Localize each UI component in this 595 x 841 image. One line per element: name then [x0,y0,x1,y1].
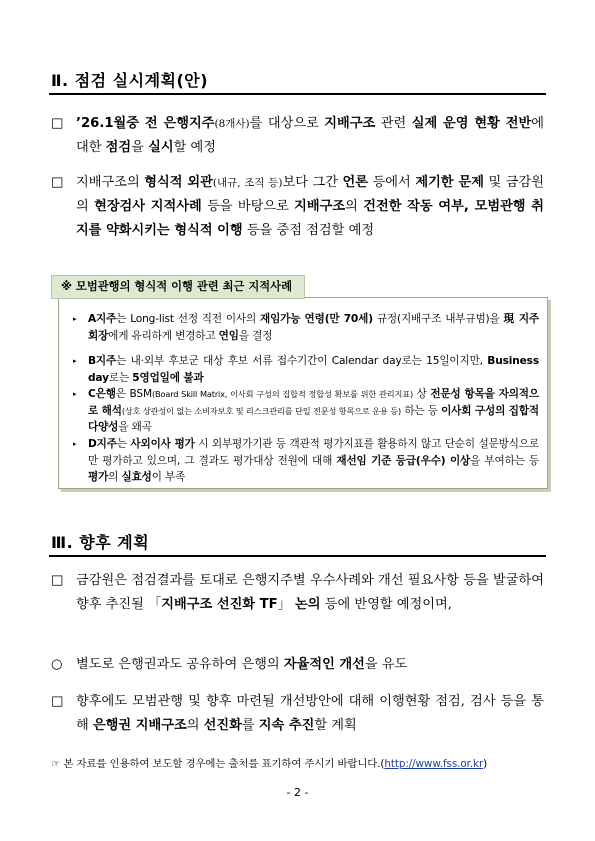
citation-text: 본 자료를 인용하여 보도할 경우에는 출처를 표기하여 주시기 바랍니다.( [63,758,385,770]
emphasis-text: A지주 [88,313,117,325]
bullet-fss-results [51,569,544,617]
emphasis-text: 지배구조 선진화 TF [161,597,278,612]
section-title-inspection-plan: Ⅱ. 점검 실시계획(안) [51,71,209,90]
fss-website-link[interactable]: http://www.fss.or.kr [384,758,484,770]
emphasis-text: 제기한 문제 [415,175,484,190]
text-run: 은 BSM [115,388,152,400]
emphasis-text: 現 지주회장 [88,313,539,342]
case-text [88,436,539,486]
text-run: 향후에도 모범관행 및 향후 마련될 개선방안에 대해 이행현황 점검, 검사 등을 통해 [76,694,544,733]
bullet-continued-promotion [51,690,544,738]
case-text [88,311,539,344]
text-run: 관련 [375,116,412,131]
checkbox-bullet-icon: □ [51,573,64,588]
emphasis-text: 연임 [218,329,239,342]
checkbox-bullet-icon: □ [51,694,64,709]
text-run: 및 금감원의 [76,175,545,214]
text-run: 을 왜곡 [118,421,152,433]
case-text [88,353,539,386]
text-run: 에게 유리하게 변경하고 [108,329,219,342]
emphasis-text: 형식적 외관 [144,175,213,190]
emphasis-text: 점검 [105,140,132,155]
text-run: (상호 상관성이 없는 소비자보호 및 리스크관리를 단일 전문성 항목으로 운용 등) [121,405,402,416]
emphasis-text: 재임가능 연령(만 70세) [260,313,373,325]
emphasis-text: 언론 [342,175,369,190]
emphasis-text: C은행 [88,388,116,400]
emphasis-text: ’26.1월중 전 은행지주 [76,116,215,131]
emphasis-text: 지배구조 [324,116,376,131]
emphasis-text: 재선임 기준 등급(우수) 이상 [336,454,471,467]
text-run: 할 예정 [173,140,216,155]
emphasis-text: 5영업일에 불과 [132,371,204,384]
checkbox-bullet-icon: □ [51,116,64,131]
text-run: 의 [345,199,364,214]
case-text [88,386,539,436]
emphasis-text: 선진화 [203,718,242,733]
emphasis-text: 실제 운영 현황 전반 [411,116,532,131]
emphasis-text: 자율적인 개선 [283,657,365,672]
triangle-bullet-icon: ▸ [73,315,77,323]
emphasis-text: D지주 [88,438,117,450]
citation-close: ) [483,758,488,770]
text-run: 할 계획 [314,718,357,733]
text-run: (8개사) [214,118,250,130]
text-run: 를 대상으로 [249,116,325,131]
section-title-future-plan: Ⅲ. 향후 계획 [51,533,150,552]
text-run: 로는 [108,371,133,384]
bullet-text [76,171,544,243]
checkbox-bullet-icon: □ [51,175,64,190]
text-run: 을 부여하는 등 [470,454,540,467]
text-run: 는 Long-list 선정 직전 이사의 [116,313,261,325]
emphasis-text: 건전한 작동 여부, 모범관행 취지를 약화시키는 형식적 이행 [76,199,545,238]
text-run: 시 외부평가기관 등 객관적 평가지표를 활용하지 않고 단순히 설문방식으로만 평가하고 있으며, 그 결과도 평가대상 전원에 대해 [88,438,539,467]
emphasis-text: Business day [88,355,539,384]
text-run: 의 [186,718,204,733]
text-run: 규정(지배구조 내부규범)을 [372,313,504,325]
emphasis-text: 사외이사 평가 [130,438,195,450]
circle-bullet-icon: ○ [51,657,63,672]
emphasis-text: 이사회 구성의 집합적 다양성 [88,404,539,433]
text-run: 등에 반영할 예정이며, [320,597,452,612]
text-run: 는 내·외부 후보군 대상 후보 서류 접수기간이 Calendar day로는 15일이지만, [116,355,488,367]
text-run: 」 [277,597,296,612]
text-run: 별도로 은행권과도 공유하여 은행의 [76,657,284,672]
text-run: 이 부족 [151,471,186,483]
text-run: 보다 그간 [282,175,343,190]
text-run: 을 유도 [364,657,408,672]
emphasis-text: 현장검사 지적사례 [94,199,202,214]
bullet-text [76,653,544,677]
bullet-text [76,690,544,738]
case-item-b [73,353,539,386]
bullet-inspection-focus [51,171,544,243]
text-run: 등을 중점 점검할 예정 [242,223,375,238]
citation-note [51,755,546,770]
emphasis-text: 실시 [148,140,174,155]
text-run: 를 [241,718,259,733]
emphasis-text: 지배구조 [294,199,346,214]
emphasis-text: 지속 추진 [258,718,315,733]
text-run: 금감원은 점검결과를 토대로 은행지주별 우수사례와 개선 필요사항 등을 발굴하여 향후 추진될 「 [76,573,544,612]
triangle-bullet-icon: ▸ [73,357,77,365]
page-number: - 2 - [286,786,309,799]
triangle-bullet-icon: ▸ [73,390,77,398]
case-item-c [73,386,539,436]
text-run: (Board Skill Matrix, 이사회 구성의 집합적 정합성 확보를 위한 관리지표) [151,389,414,399]
case-item-a [73,311,539,344]
text-run: 을 [131,140,149,155]
emphasis-text: 전문성 항목을 자의적으로 해석 [88,388,539,417]
triangle-bullet-icon: ▸ [73,440,77,448]
text-run: 하는 등 [401,404,442,417]
text-run: (내규, 조직 등) [212,177,283,189]
text-run: 지배구조의 [76,175,145,190]
case-box [58,297,548,489]
emphasis-text: B지주 [88,355,117,367]
text-run: 는 [116,438,131,450]
emphasis-text: 은행권 지배구조 [92,718,187,733]
section-divider [49,555,546,557]
pointing-hand-icon: ☞ [51,758,61,770]
bullet-text [76,112,544,160]
bullet-share-banks [51,653,544,677]
emphasis-text: 평가 [88,471,109,483]
text-run: 의 [108,471,122,483]
emphasis-text: 논의 [295,597,321,612]
text-run: 을 결정 [238,329,273,342]
bullet-text [76,569,544,617]
case-item-d [73,436,539,486]
section-divider [49,93,546,95]
text-run: 등에서 [368,175,416,190]
case-box-title: ※ 모범관행의 형식적 이행 관련 최근 지적사례 [51,275,305,299]
text-run: 상 [413,388,431,400]
text-run: 등을 바탕으로 [201,199,295,214]
bullet-inspection-target [51,112,544,160]
emphasis-text: 실효성 [121,471,152,483]
text-run: 에 대한 [76,116,544,155]
